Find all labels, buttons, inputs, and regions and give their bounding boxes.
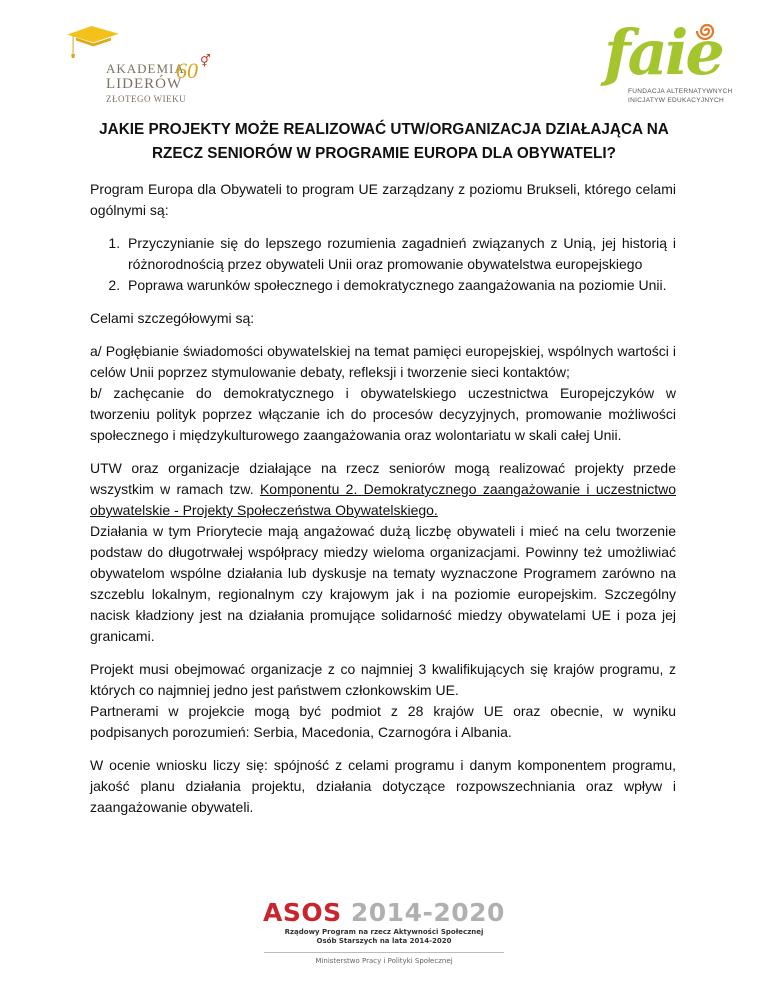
logo-line-3: ZŁOTEGO WIEKU (106, 94, 187, 104)
specific-goal-b: b/ zachęcanie do demokratycznego i obywatelskiego uczestnictwa Europejczyków w tworzeniu polityk poprzez włączanie ich do procesów decyzyjnych, promowanie możliwości społecznego i międzykulturowego zaangażowania oraz wolontariatu w skali całej Unii. (90, 385, 676, 443)
faie-wordmark: faie (604, 16, 722, 89)
title-line-1: JAKIE PROJEKTY MOŻE REALIZOWAĆ UTW/ORGANIZACJA DZIAŁAJĄCA NA (99, 121, 669, 138)
program-line-1: Rządowy Program na rzecz Aktywności Społecznej (284, 928, 484, 936)
graduation-cap-icon (38, 24, 148, 58)
asos-footer-logo (230, 898, 538, 988)
asos-word: ASOS (263, 898, 342, 927)
utw-component-link: Komponentu 2. Demokratycznego zaangażowanie i uczestnictwo obywatelskie - Projekty Społeczeństwa Obywatelskiego. (90, 481, 676, 518)
list-item: 2. Poprawa warunków społecznego i demokratycznego zaangażowania na poziomie Unii. (124, 275, 676, 296)
faie-subtitle-2: INICJATYW EDUKACYJNYCH (628, 97, 725, 104)
faie-logo (598, 18, 748, 113)
gender-symbol-icon: ⚥ (200, 54, 211, 68)
faie-subtitle-1: FUNDACJA ALTERNATYWNYCH (628, 88, 733, 95)
document-body (90, 179, 676, 818)
general-goals-list (90, 233, 676, 296)
utw-paragraph (90, 458, 676, 521)
utw-intro: UTW oraz organizacje działające na rzecz seniorów mogą realizować projekty przede wszystkim w ramach tzw. (90, 460, 676, 497)
priority-paragraph: Działania w tym Priorytecie mają angażować dużą liczbę obywateli i mieć na celu tworzenie podstaw do długotrwałej współpracy miedzy wieloma organizacjami. Powinny też umożliwiać obywatelom wspólne działania lub dyskusje na tematy wyznaczone Programem zarówno na szczeblu lokalnym, regionalnym czy krajowym jak i na poziomie europejskim. Szczególny nacisk kładziony jest na działania promujące solidarność miedzy obywatelami UE i poza jej granicami. (90, 523, 676, 644)
asos-title (230, 898, 538, 928)
page-header (0, 0, 768, 115)
logo-60-badge: 60 (176, 58, 198, 83)
specific-goal-a: a/ Pogłębianie świadomości obywatelskiej na temat pamięci europejskiej, wspólnych wartości i celów Unii poprzez stymulowanie debaty, refleksji i tworzenie sieci kontaktów; (90, 343, 676, 380)
program-line-2: Osób Starszych na lata 2014-2020 (316, 937, 452, 945)
list-item: 1. Przyczynianie się do lepszego rozumienia zagadnień związanych z Unią, jej historią i różnorodnością przez obywateli Unii oraz promowanie obywatelstwa europejskiego (124, 233, 676, 275)
asos-years: 2014-2020 (350, 898, 505, 927)
akademia-liderow-logo (38, 18, 211, 110)
partners-paragraph: Partnerami w projekcie mogą być podmiot z 28 krajów UE oraz obecnie, w wyniku podpisanych porozumień: Serbia, Macedonia, Czarnogóra i Albania. (90, 703, 676, 740)
logo-line-1: AKADEMIA (106, 61, 185, 76)
title-line-2: RZECZ SENIORÓW W PROGRAMIE EUROPA DLA OBYWATELI? (152, 145, 616, 162)
ministry-label: Ministerstwo Pracy i Polityki Społecznej (315, 957, 453, 965)
specific-goals-heading: Celami szczegółowymi są: (90, 310, 255, 326)
project-requirement: Projekt musi obejmować organizacje z co najmniej 3 kwalifikujących się krajów programu, z których co najmniej jedno jest państwem członkowskim UE. (90, 661, 676, 698)
logo-line-2: LIDERÓW (106, 76, 183, 92)
divider (264, 952, 504, 953)
page-title (60, 118, 708, 166)
swirl-icon (694, 18, 720, 44)
evaluation-paragraph: W ocenie wniosku liczy się: spójność z celami programu i danym komponentem programu, jakość planu działania projektu, działania dotyczące rozpowszechniania oraz wpływ i zaangażowanie obywateli. (90, 757, 676, 815)
intro-paragraph: Program Europa dla Obywateli to program UE zarządzany z poziomu Brukseli, którego celami ogólnymi są: (90, 181, 676, 218)
